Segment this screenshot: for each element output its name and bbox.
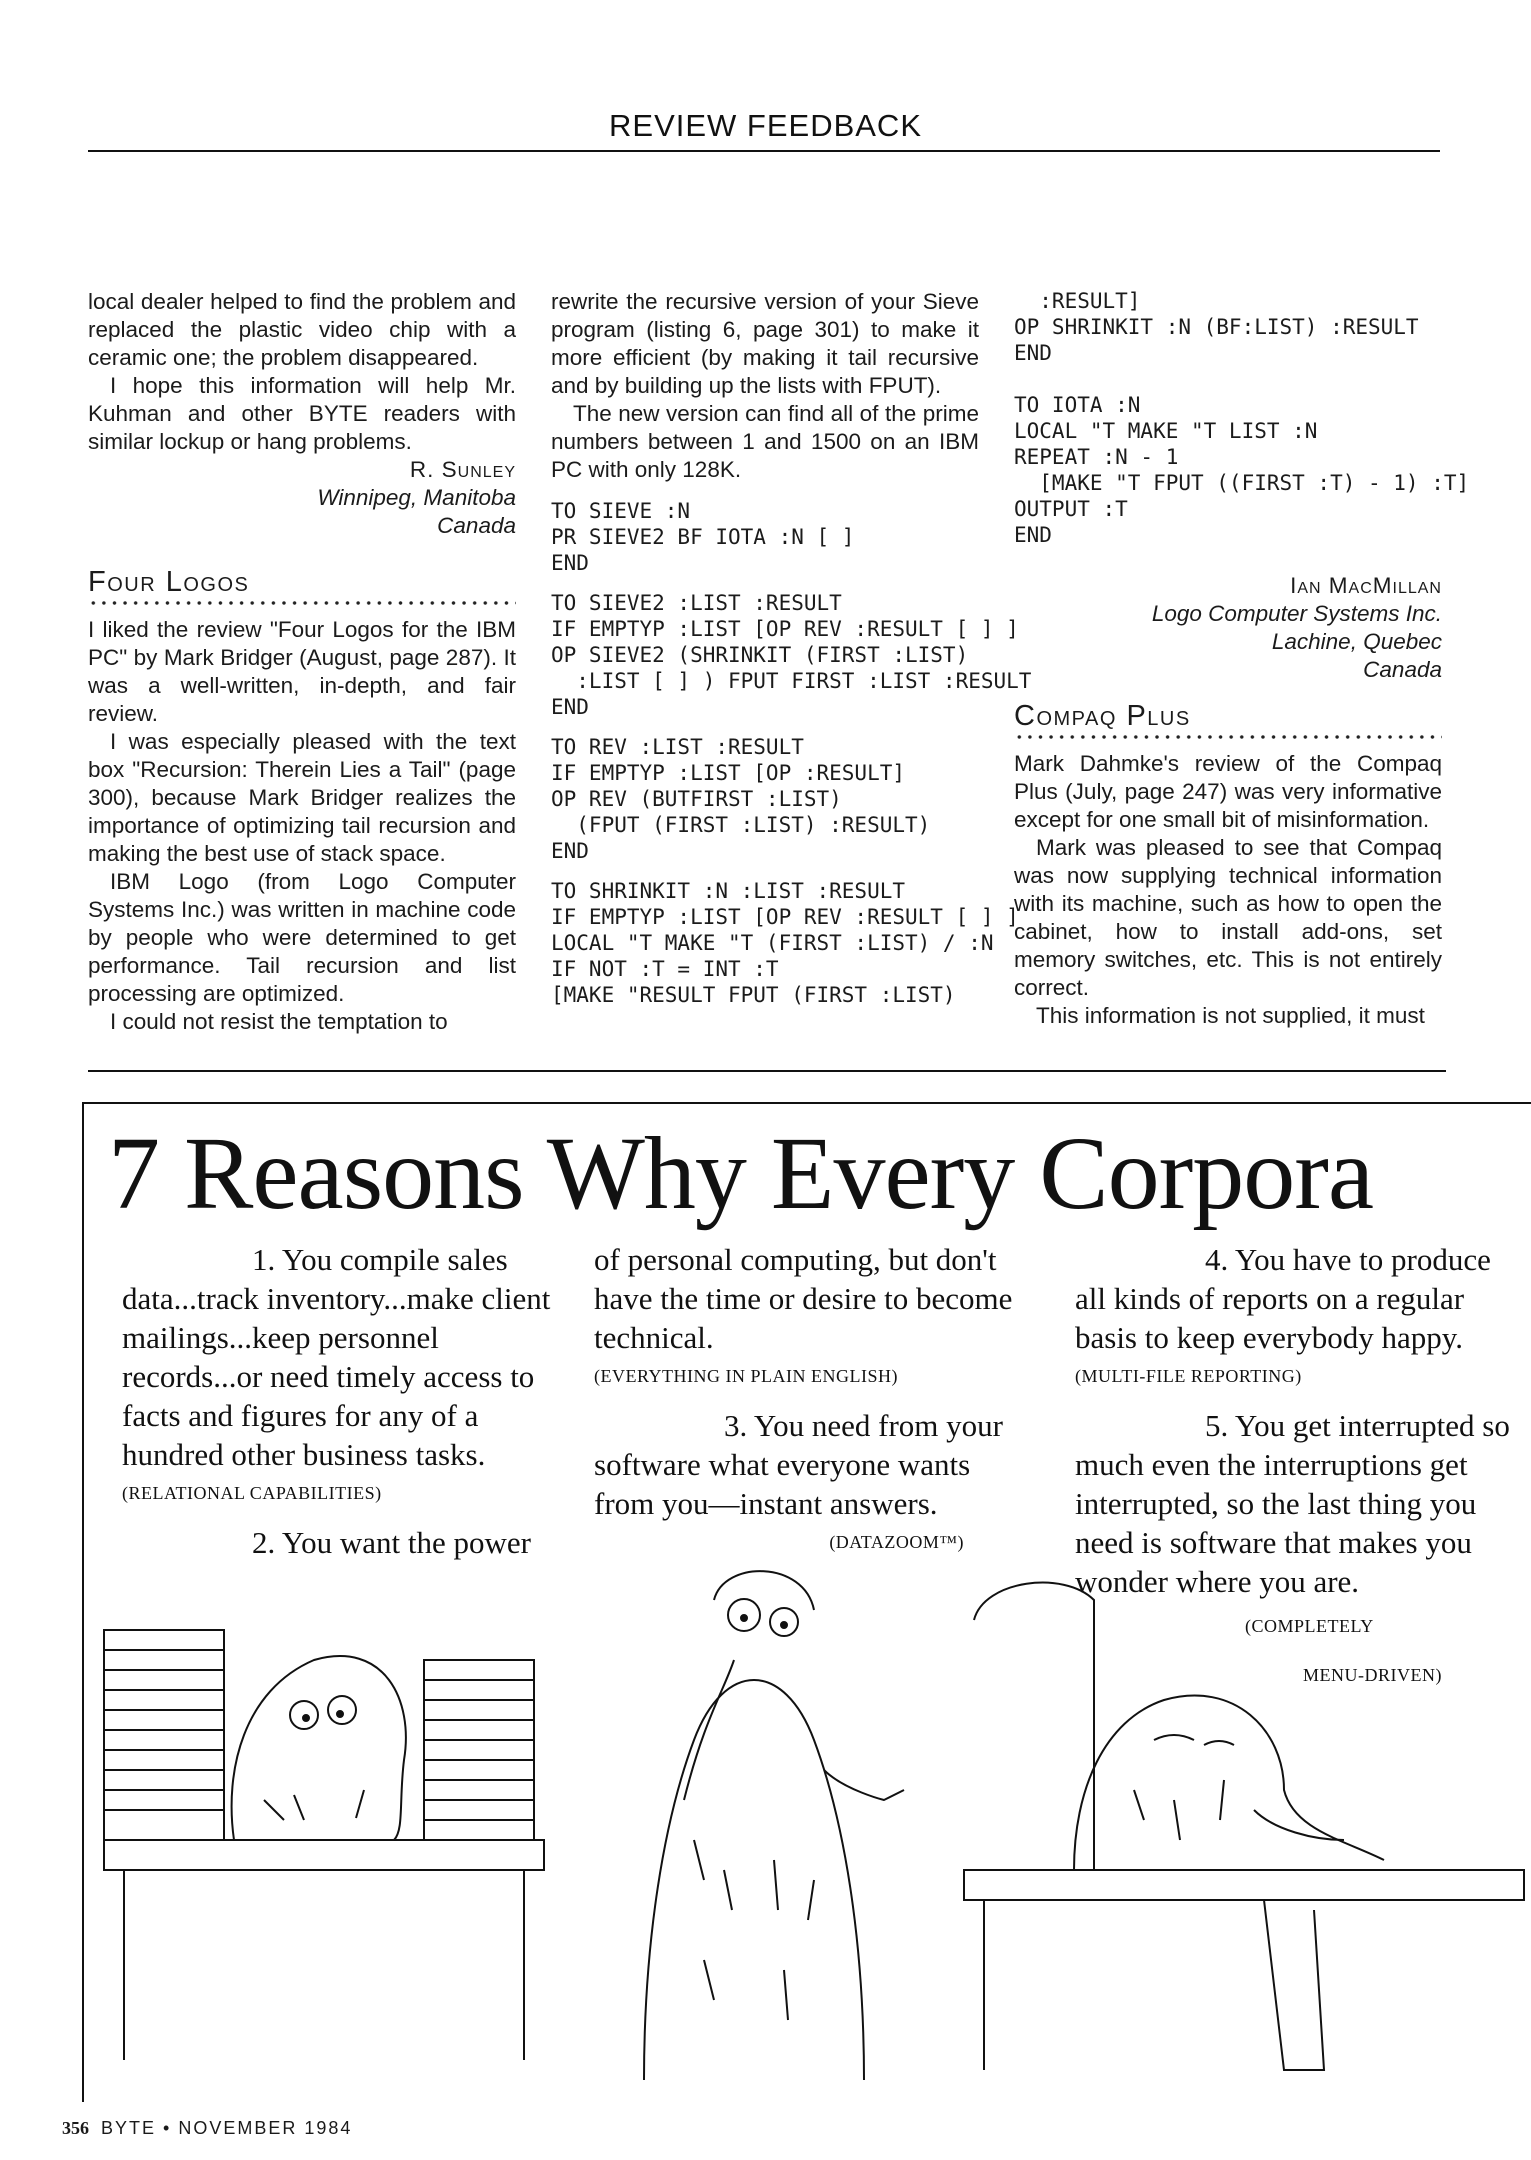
ad-tag-multi-file: (MULTI-FILE REPORTING): [1075, 1366, 1302, 1386]
ad-headline: 7 Reasons Why Every Corpora: [108, 1116, 1374, 1231]
ad-text: 5. You get interrupted so much even the interruptions get interrupted, so the last thing you need is software that makes you wonder where you are.: [1075, 1408, 1510, 1599]
text-bottom-rule: [88, 1070, 1446, 1072]
col3-paragraph: Mark Dahmke's review of the Compaq Plus (July, page 247) was very informative except for one small bit of misinformation.: [1014, 751, 1442, 832]
ad-text: 2. You want the power: [252, 1525, 531, 1560]
col2-paragraph: The new version can find all of the prime numbers between 1 and 1500 on an IBM PC with only 128K.: [551, 401, 979, 482]
creature-at-desk-resting: [964, 1583, 1524, 2070]
signature-country: Canada: [437, 513, 516, 538]
signature-city: Winnipeg, Manitoba: [317, 485, 516, 510]
signature-country: Canada: [1363, 657, 1442, 682]
dotted-rule: [1014, 734, 1442, 740]
section-heading-compaq-plus: Compaq Plus: [1014, 700, 1191, 732]
col3-paragraph: This information is not supplied, it must: [1036, 1003, 1425, 1028]
col1-paragraph: IBM Logo (from Logo Computer Systems Inc.) was written in machine code by people who were determined to get performance. Tail recursion and list processing are optimized.: [88, 869, 516, 1006]
ad-column-1: [122, 1240, 562, 1562]
ad-text: 3. You need from your software what everyone wants from you—instant answers.: [594, 1408, 1003, 1521]
ad-tag-datazoom: (DATAZOOM™): [829, 1532, 964, 1552]
signature-org: Logo Computer Systems Inc.: [1151, 601, 1442, 626]
page-number: 356: [62, 2118, 89, 2138]
col3-paragraph: Mark was pleased to see that Compaq was now supplying technical information with its machine, such as how to open the cabinet, how to install add-ons, set memory switches, etc. This is not entirely correct.: [1014, 835, 1442, 1000]
creature-at-desk-with-papers: [104, 1630, 544, 2060]
code-listing-iota: TO IOTA :N LOCAL "T MAKE "T LIST :N REPEAT :N - 1 [MAKE "T FPUT ((FIRST :T) - 1) :T] OUTPUT :T END: [1014, 393, 1470, 547]
col1-paragraph: I could not resist the temptation to: [110, 1009, 448, 1034]
dotted-rule: [88, 600, 516, 606]
ad-tag-menu-driven: MENU-DRIVEN): [1303, 1665, 1442, 1685]
magazine-issue: BYTE • NOVEMBER 1984: [101, 2118, 353, 2138]
code-listing-sieve: TO SIEVE :N PR SIEVE2 BF IOTA :N [ ] END: [551, 499, 855, 575]
header-rule: [88, 150, 1440, 152]
column-3: [1014, 288, 1470, 1030]
column-2: [551, 288, 1032, 1008]
col1-paragraph: I was especially pleased with the text box "Recursion: Therein Lies a Tail" (page 300), because Mark Bridger realizes the importance of optimizing tail recursion and making the best use of stack space.: [88, 729, 516, 866]
ad-tag-menu-driven: (COMPLETELY: [1245, 1616, 1374, 1636]
code-listing-shrinkit-end: :RESULT] OP SHRINKIT :N (BF:LIST) :RESULT END: [1014, 289, 1419, 365]
ad-illustration: [84, 1540, 1531, 2080]
ad-text: of personal computing, but don't have the time or desire to become technical.: [594, 1242, 1013, 1355]
code-listing-shrinkit: TO SHRINKIT :N :LIST :RESULT IF EMPTYP :LIST [OP REV :RESULT [ ] ] LOCAL "T MAKE "T (FIRST :LIST) / :N IF NOT :T = INT :T [MAKE "RESULT FPUT (FIRST :LIST): [551, 879, 1019, 1007]
section-heading-four-logos: Four Logos: [88, 566, 250, 598]
column-1: [88, 288, 516, 1036]
col1-paragraph: local dealer helped to find the problem and replaced the plastic video chip with a ceramic one; the problem disappeared.: [88, 289, 516, 370]
signature-name: Ian MacMillan: [1290, 573, 1442, 598]
ad-text: 4. You have to produce all kinds of reports on a regular basis to keep everybody happy.: [1075, 1242, 1491, 1355]
col2-paragraph: rewrite the recursive version of your Sieve program (listing 6, page 301) to make it more efficient (by making it tail recursive and by building up the lists with FPUT).: [551, 289, 979, 398]
col1-paragraph: I liked the review "Four Logos for the IBM PC" by Mark Bridger (August, page 287). It was a well-written, in-depth, and fair review.: [88, 617, 516, 726]
ad-tag-plain-english: (EVERYTHING IN PLAIN ENGLISH): [594, 1366, 898, 1386]
ad-tag-relational: (RELATIONAL CAPABILITIES): [122, 1483, 382, 1503]
ad-text: 1. You compile sales data...track inventory...make client mailings...keep personnel records...or need timely access to facts and figures for any of a hundred other business tasks.: [122, 1242, 551, 1472]
ad-frame-top: [82, 1102, 1531, 1104]
signature-name: R. Sunley: [409, 457, 516, 482]
signature-city: Lachine, Quebec: [1271, 629, 1442, 654]
ad-column-2: [594, 1240, 1034, 1562]
creature-standing: [644, 1571, 904, 2080]
col1-paragraph: I hope this information will help Mr. Kuhman and other BYTE readers with similar lockup or hang problems.: [88, 373, 516, 454]
page-header: REVIEW FEEDBACK: [609, 108, 922, 143]
code-listing-sieve2: TO SIEVE2 :LIST :RESULT IF EMPTYP :LIST [OP REV :RESULT [ ] ] OP SIEVE2 (SHRINKIT (FIRST :LIST) :LIST [ ] ) FPUT FIRST :LIST :RESULT END: [551, 591, 1032, 719]
code-listing-rev: TO REV :LIST :RESULT IF EMPTYP :LIST [OP :RESULT] OP REV (BUTFIRST :LIST) (FPUT (FIRST :LIST) :RESULT) END: [551, 735, 931, 863]
page-footer: [62, 2118, 352, 2139]
